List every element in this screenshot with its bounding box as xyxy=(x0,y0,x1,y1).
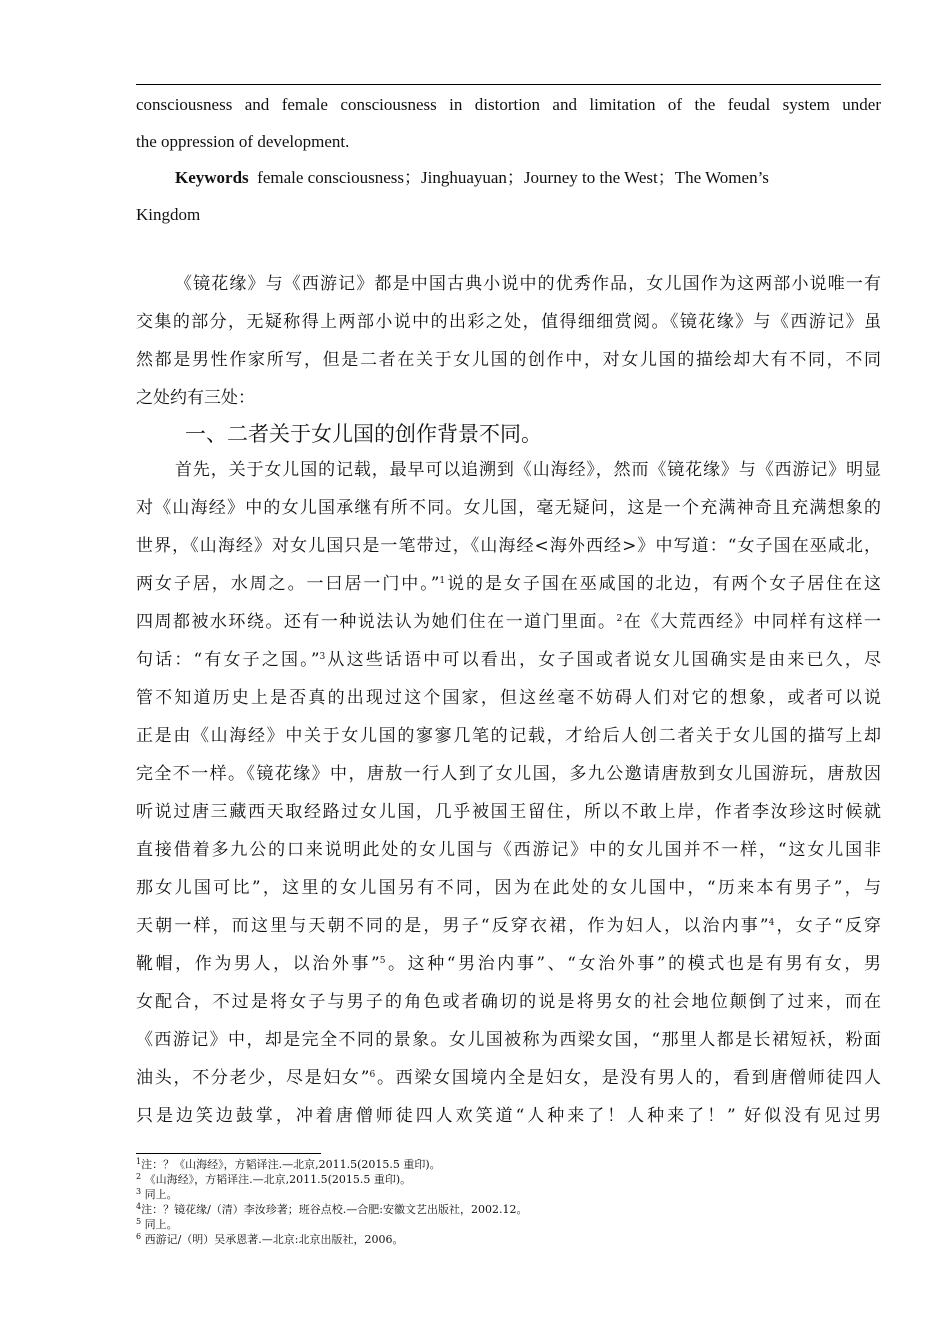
footnote-ref-1[interactable]: 1 xyxy=(439,576,446,586)
intro-line: 《镜花缘》与《西游记》都是中国古典小说中的优秀作品，女儿国作为这两部小说唯一有 xyxy=(175,274,881,294)
keywords-line-1 xyxy=(136,159,881,196)
footnote-mark: 5 xyxy=(136,1217,142,1226)
footnote-4 xyxy=(136,1202,881,1217)
body-line: 对《山海经》中的女儿国承继有所不同。女儿国，毫无疑问，这是一个充满神奇且充满想象的 xyxy=(136,498,881,518)
footnote-text: 《山海经》，方韬译注.—北京,2011.5(2015.5 重印)。 xyxy=(141,1173,412,1186)
footnote-3 xyxy=(136,1187,881,1202)
footnote-mark: 1 xyxy=(136,1157,142,1166)
body-line xyxy=(136,945,881,983)
footnote-6 xyxy=(136,1232,881,1247)
body-text-segment: ，女子“反穿 xyxy=(774,916,881,936)
body-line xyxy=(136,641,881,679)
footnote-1 xyxy=(136,1157,881,1172)
body-text-segment: 天朝一样，而这里与天朝不同的是，男子“反穿衣裙，作为妇人，以治内事” xyxy=(136,916,769,936)
body-line xyxy=(136,907,881,945)
body-line xyxy=(136,565,881,603)
body-line: 那女儿国可比”，这里的女儿国另有不同，因为在此处的女儿国中，“历来本有男子”，与 xyxy=(136,878,881,898)
body-text-segment: 四周都被水环绕。还有一种说法认为她们住在一道门里面。 xyxy=(136,612,617,632)
body-line: 世界，《山海经》对女儿国只是一笔带过，《山海经<海外西经>》中写道：“女子国在巫咸北， xyxy=(136,536,881,556)
keywords-text: female consciousness；Jinghuayuan；Journey to the West；The Women’s xyxy=(257,168,769,187)
body-paragraph xyxy=(136,451,881,1135)
body-line: 只是边笑边鼓掌，冲着唐僧师徒四人欢笑道“人种来了！人种来了！” 好似没有见过男 xyxy=(136,1106,881,1126)
intro-paragraph xyxy=(136,265,881,417)
footnote-text: 西游记/（明）吴承恩著.—北京:北京出版社，2006。 xyxy=(141,1233,404,1246)
body-line: 首先，关于女儿国的记载，最早可以追溯到《山海经》，然而《镜花缘》与《西游记》明显 xyxy=(175,460,881,480)
keywords-line-2: Kingdom xyxy=(136,205,201,224)
footnote-mark: 2 xyxy=(136,1172,142,1181)
body-line: 听说过唐三藏西天取经路过女儿国，几乎被国王留住，所以不敢上岸，作者李汝珍这时候就 xyxy=(136,802,881,822)
intro-line: 之处约有三处： xyxy=(136,388,255,408)
body-text-segment: 靴帽，作为男人，以治外事” xyxy=(136,954,380,974)
body-line: 正是由《山海经》中关于女儿国的寥寥几笔的记载，才给后人创二者关于女儿国的描写上却 xyxy=(136,726,881,746)
keywords-label: Keywords xyxy=(175,168,249,187)
body-text-segment: 从这些话语中可以看出，女子国或者说女儿国确实是由来已久，尽 xyxy=(325,650,882,670)
body-text-segment: 两女子居，水周之。一曰居一门中。” xyxy=(136,574,440,594)
body-line: 《西游记》中，却是完全不同的景象。女儿国被称为西梁女国，“那里人都是长裙短袄，粉面 xyxy=(136,1030,881,1050)
footnote-text: 注：？《山海经》，方韬译注.—北京,2011.5(2015.5 重印)。 xyxy=(141,1158,441,1171)
footnote-text: 同上。 xyxy=(141,1188,178,1201)
footnote-ref-6[interactable]: 6 xyxy=(369,1070,376,1080)
abstract-line-2: the oppression of development. xyxy=(136,132,350,151)
intro-line: 交集的部分，无疑称得上两部小说中的出彩之处，值得细细赏阅。《镜花缘》与《西游记》虽 xyxy=(136,312,881,332)
abstract-line-1: consciousness and female consciousness in distortion and limitation of the feudal system under xyxy=(136,95,881,114)
body-text-segment: 句话：“有女子之国。” xyxy=(136,650,320,670)
body-line: 管不知道历史上是否真的出现过这个国家，但这丝毫不妨碍人们对它的想象，或者可以说 xyxy=(136,688,881,708)
footnote-mark: 6 xyxy=(136,1232,142,1241)
intro-line: 然都是男性作家所写，但是二者在关于女儿国的创作中，对女儿国的描绘却大有不同，不同 xyxy=(136,350,881,370)
footnotes xyxy=(136,1157,881,1247)
footnote-text: 同上。 xyxy=(141,1218,178,1231)
body-line: 直接借着多九公的口来说明此处的女儿国与《西游记》中的女儿国并不一样，“这女儿国非 xyxy=(136,840,881,860)
footnote-2 xyxy=(136,1172,881,1187)
section-heading: 一、二者关于女儿国的创作背景不同。 xyxy=(185,422,542,446)
body-line xyxy=(136,603,881,641)
body-text-segment: 说的是女子国在巫咸国的北边，有两个女子居住在这 xyxy=(445,574,881,594)
footnote-ref-5[interactable]: 5 xyxy=(379,956,386,966)
header-rule xyxy=(136,84,881,85)
footnote-ref-3[interactable]: 3 xyxy=(319,652,326,662)
body-line xyxy=(136,1059,881,1097)
footnote-5 xyxy=(136,1217,881,1232)
body-text-segment: 。西梁女国境内全是妇女，是没有男人的，看到唐僧师徒四人 xyxy=(375,1068,881,1088)
footnote-mark: 3 xyxy=(136,1187,142,1196)
body-text-segment: 油头，不分老少，尽是妇女” xyxy=(136,1068,370,1088)
body-line: 完全不一样。《镜花缘》中，唐敖一行人到了女儿国，多九公邀请唐敖到女儿国游玩，唐敖因 xyxy=(136,764,881,784)
body-text-segment: 。这种“男治内事”、“女治外事”的模式也是有男有女，男 xyxy=(385,954,881,974)
footnote-ref-2[interactable]: 2 xyxy=(616,614,623,624)
body-line: 女配合，不过是将女子与男子的角色或者确切的说是将男女的社会地位颠倒了过来，而在 xyxy=(136,992,881,1012)
footnote-separator xyxy=(136,1153,321,1154)
footnote-mark: 4 xyxy=(136,1202,142,1211)
footnote-text: 注：？镜花缘/（清）李汝珍著；班谷点校.—合肥:安徽文艺出版社，2002.12。 xyxy=(141,1203,528,1216)
footnote-ref-4[interactable]: 4 xyxy=(768,918,775,928)
body-text-segment: 在《大荒西经》中同样有这样一 xyxy=(622,612,882,632)
